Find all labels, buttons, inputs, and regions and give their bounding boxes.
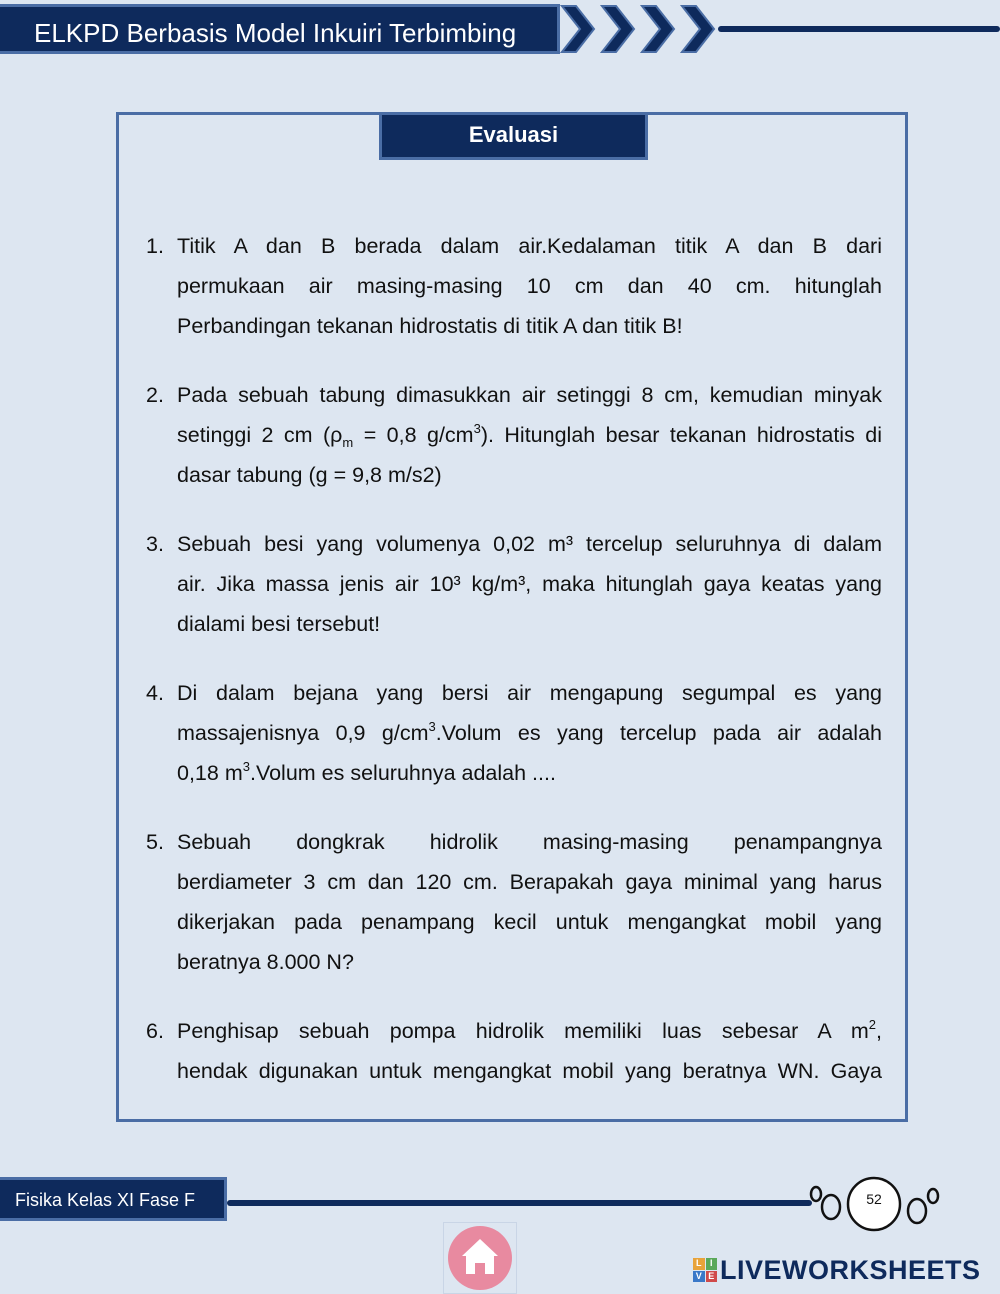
question-number: 6. (146, 1019, 164, 1043)
chevron-right-icon (602, 6, 634, 52)
chevron-right-icon (682, 6, 714, 52)
question-text: Penghisap sebuah pompa hidrolik memiliki luas sebesar A $m^2$, hendak digunakan untuk mengangkat mobil yang beratnya WN. Gaya (177, 1017, 882, 1083)
header-bar (0, 4, 560, 54)
question-number: 5. (146, 830, 164, 854)
header-title: ELKPD Berbasis Model Inkuiri Terbimbing (34, 18, 517, 48)
chevron-right-icon (642, 6, 674, 52)
page-number: 52 (866, 1191, 882, 1207)
question-text: Sebuah dongkrak hidrolik masing-masing penampangnya berdiameter 3 cm dan 120 cm. Berapakah gaya minimal yang harus dikerjakan pada penampang kecil untuk mengangkat mobil yang beratnya 8.000 N? (177, 830, 882, 974)
header-divider-line (718, 26, 1000, 32)
liveworksheets-logo (693, 1254, 981, 1286)
question-number: 3. (146, 532, 164, 556)
question-text: Sebuah besi yang volumenya 0,02 m³ tercelup seluruhnya di dalam air. Jika massa jenis air 10³ kg/m³, maka hitunglah gaya keatas yang dialami besi tersebut! (177, 532, 882, 636)
chevron-right-icon (562, 6, 594, 52)
section-title: Evaluasi (379, 115, 648, 160)
footer-divider-line (227, 1200, 812, 1206)
question-item (146, 1011, 882, 1091)
question-text: Di dalam bejana yang bersi air mengapung segumpal es yang massajenisnya 0,9 $g/cm^3.Volum$ es yang tercelup pada air adalah 0,18 $m^3.Volum$ es seluruhnya adalah .... (177, 681, 882, 785)
footer-bar (0, 1177, 227, 1221)
question-item (146, 673, 882, 793)
chevron-decoration (560, 4, 720, 54)
footer-label: Fisika Kelas XI Fase F (15, 1190, 196, 1210)
home-button[interactable] (448, 1226, 512, 1290)
liveworksheets-icon: L I V E (693, 1258, 717, 1282)
question-item (146, 524, 882, 644)
question-number: 1. (146, 234, 164, 258)
question-number: 4. (146, 681, 164, 705)
question-item (146, 375, 882, 495)
question-number: 2. (146, 383, 164, 407)
home-icon (448, 1226, 512, 1290)
question-text: Pada sebuah tabung dimasukkan air setinggi 8 cm, kemudian minyak setinggi 2 cm ($\rho_m = 0,8$ $g/cm^3$). Hitunglah besar tekanan hidrostatis di dasar tabung (g = 9,8 m/s2) (177, 383, 882, 487)
question-item (146, 822, 882, 982)
question-list (146, 226, 882, 1120)
question-text: Titik A dan B berada dalam air.Kedalaman titik A dan B dari permukaan air masing-masing 10 cm dan 40 cm. hitunglah Perbandingan tekanan hidrostatis di titik A dan titik B! (177, 234, 882, 338)
liveworksheets-brand: LIVEWORKSHEETS (720, 1254, 981, 1285)
question-item (146, 226, 882, 346)
